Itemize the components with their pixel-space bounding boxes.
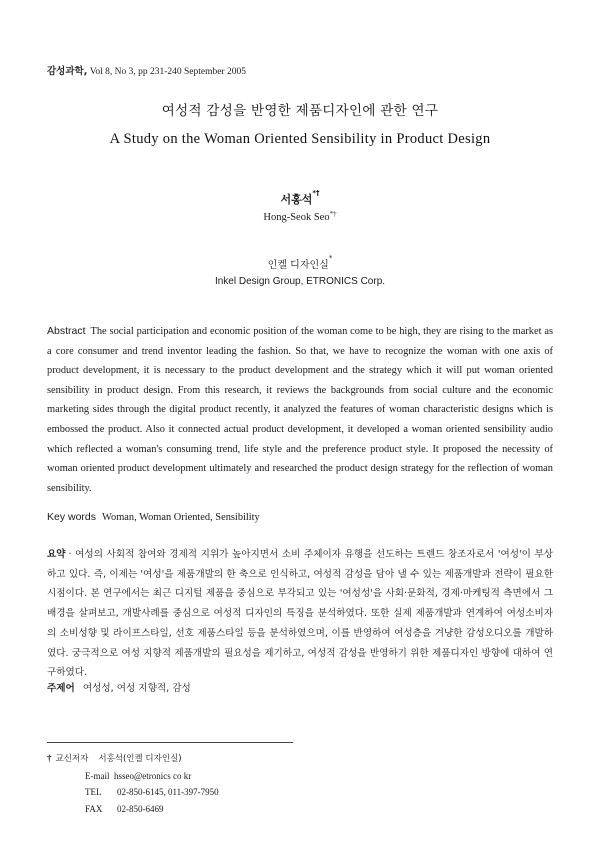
author-marks-en: *†: [329, 210, 337, 218]
author-marks: *†: [312, 189, 320, 197]
journal-citation: [47, 63, 246, 77]
footnote-email-line: [47, 768, 219, 785]
korean-summary-text: 여성의 사회적 참여와 경제적 지위가 높아지면서 소비 주체이자 유행을 선도하는 트렌드 창조자로서 '여성'이 부상하고 있다. 즉, 이제는 '여성'을 제품개발의 한 축으로 인식하고, 여성적 감성을 담아 낼 수 있는 제품개발과 전략이 필요한 시점이다. 본 연구에서는 최근 디지털 제품을 중심으로 부각되고 있는 '여성성'을 사회·문화적, 경제·마케팅적 측면에서 그 배경을 살펴보고, 개발사례를 중심으로 여성적 디자인의 특징을 분석하였다. 또한 실제 제품개발과 연계하여 여성소비자의 소비성향 및 라이프스타일, 선호 제품스타일 등을 분석하였으며, 이를 반영하여 여성층을 겨냥한 감성오디오를 개발하였다. 궁극적으로 여성 지향적 제품개발의 필요성을 제기하고, 여성적 감성을 반영하기 위한 제품디자인 방향에 대하여 연구하였다.: [47, 549, 553, 679]
tel-value: 02-850-6145, 011-397-7950: [117, 787, 219, 797]
affiliation-mark: *: [328, 254, 333, 262]
affiliation-korean: [0, 256, 600, 271]
author-english-name: Hong-Seok Seo: [263, 212, 330, 223]
author-korean: [0, 191, 600, 207]
author-korean-name: 서홍석: [280, 193, 313, 206]
email-value: hsseo@etronics co kr: [114, 770, 192, 781]
affiliation-korean-text: 인켈 디자인실: [267, 260, 329, 271]
fax-label: FAX: [85, 803, 103, 814]
keywords-text: Woman, Woman Oriented, Sensibility: [102, 512, 260, 523]
korean-summary: 요약 · 여성의 사회적 참여와 경제적 지위가 높아지면서 소비 주체이자 유행을 선도하는 트렌드 창조자로서 '여성'이 부상하고 있다. 즉, 이제는 '여성'을 제품개발의 한 축으로 인식하고, 여성적 감성을 담아 낼 수 있는 제품개발과 전략이 필요한 시점이다. 본 연구에서는 최근 디지털 제품을 중심으로 부각되고 있는 '여성성'을 사회·문화적, 경제·마케팅적 측면에서 그 배경을 살펴보고, 개발사례를 중심으로 여성적 디자인의 특징을 분석하였다. 또한 실제 제품개발과 연계하여 여성소비자의 소비성향 및 라이프스타일, 선호 제품스타일 등을 분석하였으며, 이를 반영하여 여성층을 겨냥한 감성오디오를 개발하였다. 궁극적으로 여성 지향적 제품개발의 필요성을 제기하고, 여성적 감성을 반영하기 위한 제품디자인 방향에 대하여 연구하였다.: [47, 549, 553, 679]
korean-keywords-text: 여성성, 여성 지향적, 감성: [82, 683, 191, 694]
korean-keywords: [47, 680, 191, 694]
abstract: [47, 322, 553, 498]
title-korean: 여성적 감성을 반영한 제품디자인에 관한 연구: [161, 103, 439, 119]
footnote-tel-line: [47, 784, 219, 801]
tel-label: TEL: [85, 787, 102, 797]
title-english: A Study on the Woman Oriented Sensibility in Product Design: [109, 131, 491, 147]
journal-name: 감성과학,: [47, 66, 88, 77]
footnote-corresponding-author: [47, 750, 219, 768]
dagger-mark: †: [47, 753, 52, 763]
footnote: [47, 750, 219, 817]
journal-volume-info: Vol 8, No 3, pp 231-240 September 2005: [89, 67, 247, 77]
footnote-fax-line: [47, 801, 219, 818]
keywords-label: Key words: [47, 511, 97, 523]
footnote-author-name: 서홍석(인켈 디자인실): [98, 754, 182, 764]
korean-summary-label: 요약: [47, 549, 66, 560]
footnote-divider: [47, 742, 293, 743]
abstract-label: Abstract: [47, 325, 86, 337]
keywords: [47, 511, 260, 523]
footnote-role: 교신저자: [55, 754, 89, 764]
author-english: [0, 212, 600, 223]
affiliation-english: Inkel Design Group, ETRONICS Corp.: [214, 276, 386, 287]
fax-value: 02-850-6469: [117, 803, 164, 814]
korean-keywords-label: 주제어: [47, 683, 75, 694]
abstract-text: The social participation and economic position of the woman come to be high, they are rising to the market as a core consumer and trend inventor leading the fashion. So that, we have to recognize the woman with one axis of product development, it is necessary to the product development and the strategy which it will put woman oriented sensibility in product design. From this research, it reviews the backgrounds from social culture and the economic marketing sides through the digital product recently, it analyzed the features of woman characteristic designs which is embossed the product. Also it connected actual product development, it developed a woman oriented sensibility audio which reflected a woman's consuming trend, life style and the preference product style. It proposed the necessity of woman oriented product development ultimately and researched the product design strategy for the reflection of woman sensibility.: [47, 326, 553, 494]
email-label: E-mail: [85, 770, 110, 781]
